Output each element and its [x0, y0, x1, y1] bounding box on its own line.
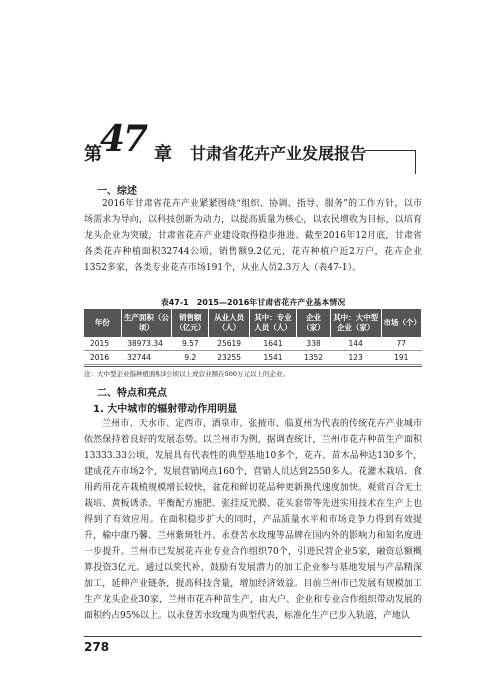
table-row — [84, 351, 422, 365]
footer-rule — [84, 636, 422, 637]
section-heading-features: 二、特点和亮点 — [97, 388, 167, 399]
subsection-heading: 1. 大中城市的辐射带动作用明显 — [93, 404, 238, 415]
column-header: 市场（个） — [381, 309, 422, 337]
table-cell: 338 — [297, 337, 331, 351]
column-header: 其中：专业人员（人） — [249, 309, 296, 337]
page-number: 278 — [84, 640, 110, 654]
table-cell: 1352 — [297, 351, 331, 365]
table-caption: 表47-1 2015—2016年甘肃省花卉产业基本情况 — [160, 298, 346, 307]
column-header: 从业人员（人） — [209, 309, 250, 337]
table-cell: 1641 — [249, 337, 296, 351]
table-cell: 25619 — [209, 337, 250, 351]
data-table — [84, 309, 422, 365]
column-header: 生产面积（公顷） — [121, 309, 172, 337]
table-cell: 123 — [330, 351, 381, 365]
chapter-title: 甘肃省花卉产业发展报告 — [190, 144, 367, 163]
column-header: 销售额（亿元） — [172, 309, 209, 337]
table-cell: 32744 — [121, 351, 172, 365]
table-cell: 2016 — [84, 351, 121, 365]
overview-paragraph: 2016年甘肃省花卉产业紧紧围绕“组织、协调、指导、服务”的工作方针，以市场需求为导向，以科技创新为动力，以提高质量为核心，以农民增收为目标，以培育龙头企业为突破，甘肃省花卉产业建设取得稳步推进。截至2016年12月底，甘肃省各类花卉种植面积32744公顷，销售额9.2亿元，花卉种植户近2万户，花卉企业1352多家，各类专业花卉市场191个，从业人员2.3万人（表47-1）。 — [84, 199, 422, 273]
table-cell: 144 — [330, 337, 381, 351]
table-cell: 9.2 — [172, 351, 209, 365]
chapter-prefix: 第 — [84, 144, 102, 165]
column-header: 年份 — [84, 309, 121, 337]
table-cell: 191 — [381, 351, 422, 365]
chapter-header — [84, 118, 384, 165]
column-header: 其中：大中型企业（家） — [330, 309, 381, 337]
table-cell: 1541 — [249, 351, 296, 365]
table-cell: 38973.34 — [121, 337, 172, 351]
table-note: 注：大中型企业指种植面积3公顷以上或营业额在500万元以上的企业。 — [84, 366, 422, 378]
table-header-row — [84, 309, 422, 337]
chapter-number: 47 — [100, 118, 147, 160]
table-cell: 23255 — [209, 351, 250, 365]
table-cell: 9.57 — [172, 337, 209, 351]
table-cell: 77 — [381, 337, 422, 351]
column-header: 企业（家） — [297, 309, 331, 337]
chapter-rule-vertical — [415, 150, 416, 174]
table-cell: 2015 — [84, 337, 121, 351]
section-heading-overview: 一、综述 — [97, 186, 137, 197]
features-paragraph: 兰州市、天水市、定西市、酒泉市、张掖市、临夏州为代表的传统花卉产业城市依然保持着良好的发展态势。以兰州市为例，据调查统计，兰州市花卉种苗生产面积13333.33公顷，发展具有代表性的典型基地10多个，花卉、苗木品种达130多个，建成花卉市场2个，发展营销网点160个，营销人员达到2550多人。花灌木栽培、食用药用花卉栽植规模增长较快，盆花和鲜切花品种更新换代速度加快。观赏百合无土栽培、黄板诱杀、平衡配方施肥、张挂反光膜、花头套带等先进实用技术在生产上也得到了有效应用。在面积稳步扩大的同时，产品质量水平和市场竞争力得到有效提升，榆中康乃馨、兰州紫斑牡丹、永登苦水玫瑰等品牌在国内外的影响力和知名度进一步提升。兰州市已发展花卉业专业合作组织70个，引进民营企业5家，融资总额概算投资3亿元。通过以奖代补，鼓励有发展潜力的加工企业参与基地发展与产品精深加工，延伸产业链条，提高科技含量，增加经济效益。目前兰州市已发展有规模加工生产龙头企业30家，兰州市花卉种苗生产，由大户、企业和专业合作组织带动发展的面积约占95%以上。以永登苦水玫瑰为典型代表，标准化生产已步入轨道，产地认 — [84, 419, 422, 621]
chapter-rule — [364, 150, 416, 151]
chapter-suffix: 章 — [154, 144, 172, 165]
table-row — [84, 337, 422, 351]
